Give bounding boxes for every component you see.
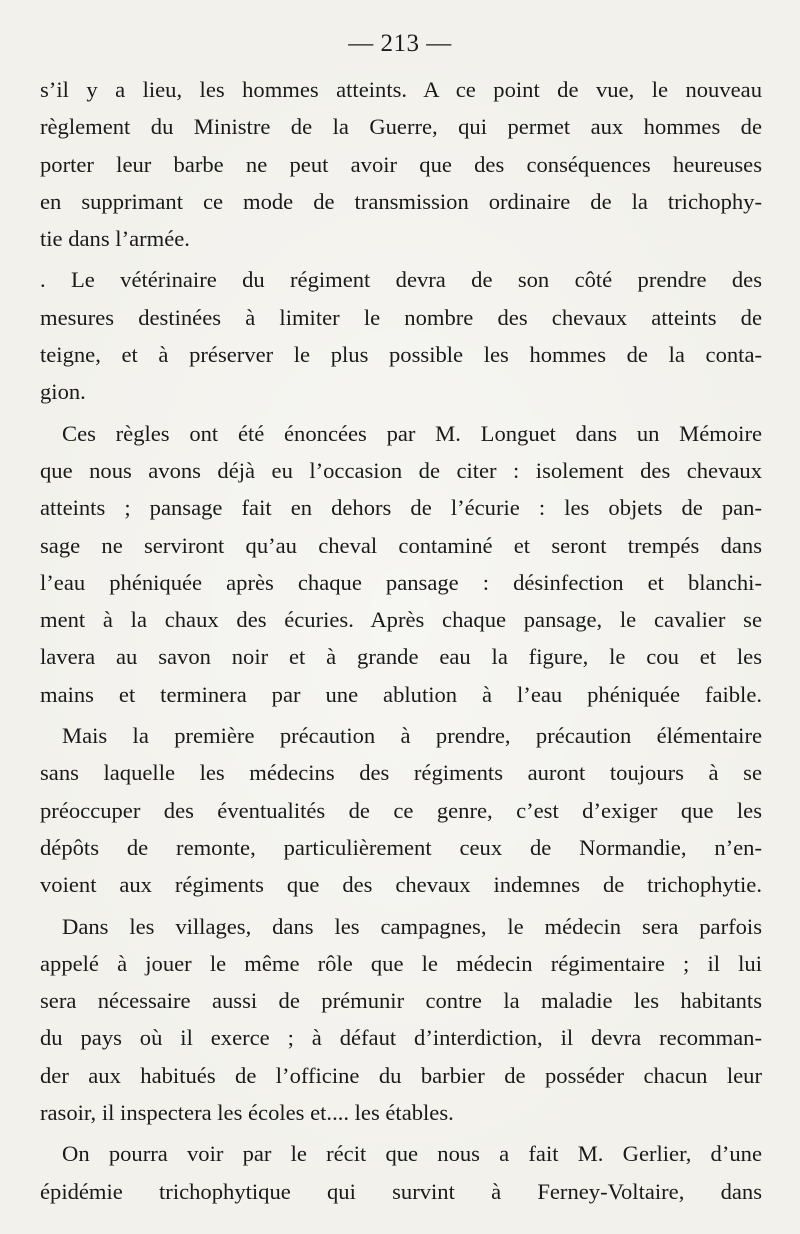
paragraph-5 <box>40 908 762 1132</box>
text-line: épidémie trichophytique qui survint à Ferney-Voltaire, dans <box>40 1178 762 1204</box>
text-line: voient aux régiments que des chevaux indemnes de trichophytie. <box>40 872 762 898</box>
text-line: Mais la première précaution à prendre, précaution élémentaire <box>62 723 762 749</box>
text-line: rasoir, il inspectera les écoles et.... les étables. <box>40 1100 454 1126</box>
text-line: sage ne serviront qu’au cheval contaminé et seront trempés dans <box>40 532 762 558</box>
text-line: appelé à jouer le même rôle que le médecin régimentaire ; il lui <box>40 950 762 976</box>
text-line: que nous avons déjà eu l’occasion de citer : isolement des chevaux <box>40 457 762 483</box>
paragraph-3 <box>40 415 762 713</box>
text-line: l’eau phéniquée après chaque pansage : désinfection et blanchi- <box>40 569 762 595</box>
text-line: sera nécessaire aussi de prémunir contre la maladie les habitants <box>40 988 762 1014</box>
paragraph-6 <box>40 1135 762 1210</box>
text-line: mains et terminera par une ablution à l’eau phéniquée faible. <box>40 681 762 707</box>
text-line: sans laquelle les médecins des régiments auront toujours à se <box>40 760 762 786</box>
text-line: gion. <box>40 379 86 405</box>
text-line: préoccuper des éventualités de ce genre, c’est d’exiger que les <box>40 797 762 823</box>
text-line: lavera au savon noir et à grande eau la figure, le cou et les <box>40 644 762 670</box>
paragraph-2 <box>40 261 762 410</box>
text-line: atteints ; pansage fait en dehors de l’écurie : les objets de pan- <box>40 495 762 521</box>
text-line: der aux habitués de l’officine du barbier de posséder chacun leur <box>40 1062 762 1088</box>
paragraph-4 <box>40 717 762 903</box>
text-line: règlement du Ministre de la Guerre, qui permet aux hommes de <box>40 114 762 140</box>
text-line: dépôts de remonte, particulièrement ceux de Normandie, n’en- <box>40 834 762 860</box>
text-line: porter leur barbe ne peut avoir que des conséquences heureuses <box>40 151 762 177</box>
page-number: — 213 — <box>348 30 452 57</box>
text-line: teigne, et à préserver le plus possible les hommes de la conta- <box>40 342 762 368</box>
text-line: du pays où il exerce ; à défaut d’interdiction, il devra recomman- <box>40 1025 762 1051</box>
text-line: On pourra voir par le récit que nous a fait M. Gerlier, d’une <box>62 1141 762 1167</box>
text-line: . Le vétérinaire du régiment devra de son côté prendre des <box>40 267 762 293</box>
text-line: Ces règles ont été énoncées par M. Longuet dans un Mémoire <box>62 420 762 446</box>
body-text <box>40 71 762 1211</box>
text-line: s’il y a lieu, les hommes atteints. A ce point de vue, le nouveau <box>40 77 762 102</box>
text-line: ment à la chaux des écuries. Après chaque pansage, le cavalier se <box>40 607 762 633</box>
text-line: Dans les villages, dans les campagnes, le médecin sera parfois <box>62 913 762 939</box>
paragraph-1 <box>40 71 762 257</box>
text-line: mesures destinées à limiter le nombre des chevaux atteints de <box>40 304 762 330</box>
text-line: en supprimant ce mode de transmission ordinaire de la trichophy- <box>40 188 762 214</box>
text-line: tie dans l’armée. <box>40 226 190 252</box>
